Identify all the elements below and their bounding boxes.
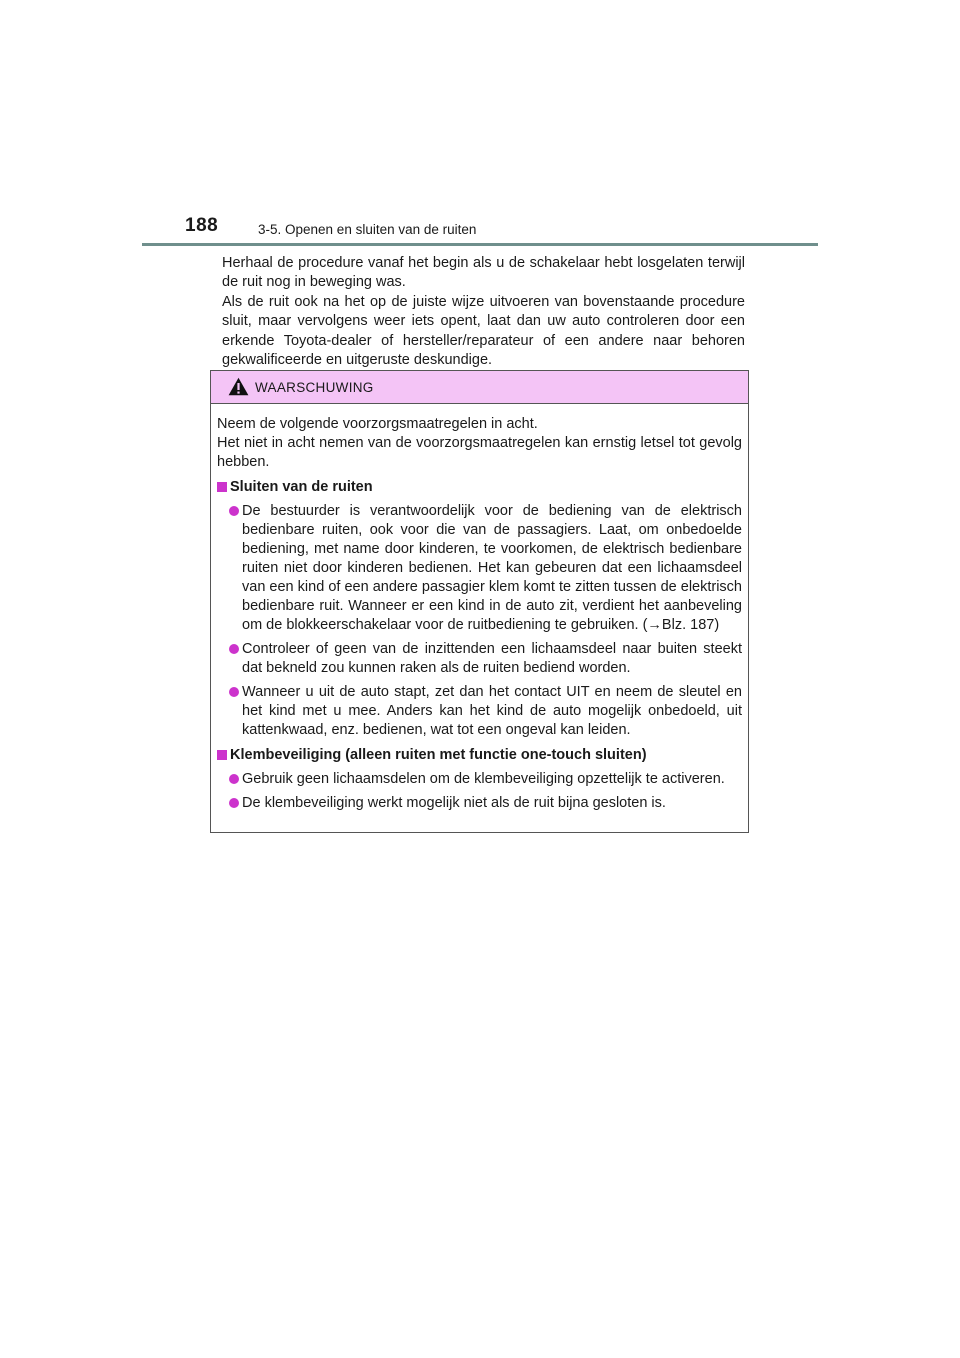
subheading-pinch-protection	[217, 746, 742, 765]
square-bullet-icon	[217, 482, 227, 492]
list-item-text: Wanneer u uit de auto stapt, zet dan het contact UIT en neem de sleutel en het kind met u mee. Anders kan het kind de auto mogelijk onbedoeld, uit kattenkwaad, enz. bedienen, wat tot een ongeval kan leiden.	[242, 684, 742, 738]
warning-box	[210, 370, 749, 833]
circle-bullet-icon	[229, 506, 239, 516]
circle-bullet-icon	[229, 774, 239, 784]
warning-triangle-icon	[228, 377, 249, 396]
intro-text	[222, 254, 745, 370]
list-item-text: De klembeveiliging werkt mogelijk niet als de ruit bijna gesloten is.	[242, 795, 666, 811]
list-item-text: Controleer of geen van de inzittenden een lichaamsdeel naar buiten steekt dat bekneld zou kunnen raken als de ruiten bediend worden.	[242, 641, 742, 676]
list-item	[217, 794, 742, 813]
page-number: 188	[185, 215, 219, 236]
subheading-closing-windows	[217, 478, 742, 497]
header-divider	[142, 243, 818, 246]
section-title: 3-5. Openen en sluiten van de ruiten	[258, 222, 477, 237]
list-item-text: De bestuurder is verantwoordelijk voor de bediening van de elektrisch bedienbare ruiten, ook voor die van de passagiers. Laat, om onbedoelde bediening, met name door kinderen, te voorkomen, de elektrisch bedienbare ruiten niet door kinderen bedienen. Het kan gebeuren dat een lichaamsdeel van een kind of een andere passagier klem komt te zitten tussen de elektrisch bedienbare ruit. Wanneer er een kind in de auto zit, verdient het aanbeveling om de blokkeerschakelaar voor de ruitbediening te gebruiken. (→Blz. 187)	[242, 503, 742, 633]
warning-header	[211, 371, 748, 404]
list-item-text: Gebruik geen lichaamsdelen om de klembeveiliging opzettelijk te activeren.	[242, 771, 725, 787]
circle-bullet-icon	[229, 644, 239, 654]
subheading-text: Sluiten van de ruiten	[230, 479, 373, 495]
subheading-text: Klembeveiliging (alleen ruiten met functie one-touch sluiten)	[230, 747, 647, 763]
circle-bullet-icon	[229, 687, 239, 697]
list-item	[217, 770, 742, 789]
warning-line-2: Het niet in acht nemen van de voorzorgsmaatregelen kan ernstig letsel tot gevolg hebben.	[217, 435, 742, 470]
list-item	[217, 683, 742, 740]
warning-title: WAARSCHUWING	[255, 380, 374, 395]
intro-paragraph-2: Als de ruit ook na het op de juiste wijze uitvoeren van bovenstaande procedure sluit, maar vervolgens weer iets opent, laat dan uw auto controleren door een erkende Toyota-dealer of hersteller/reparateur of een andere naar behoren gekwalificeerde en uitgeruste deskundige.	[222, 293, 745, 369]
warning-body	[211, 404, 748, 813]
circle-bullet-icon	[229, 798, 239, 808]
intro-paragraph-1: Herhaal de procedure vanaf het begin als u de schakelaar hebt losgelaten terwijl de ruit nog in beweging was.	[222, 255, 745, 291]
warning-line-1: Neem de volgende voorzorgsmaatregelen in acht.	[217, 416, 538, 432]
list-item	[217, 640, 742, 678]
list-item	[217, 502, 742, 635]
square-bullet-icon	[217, 750, 227, 760]
